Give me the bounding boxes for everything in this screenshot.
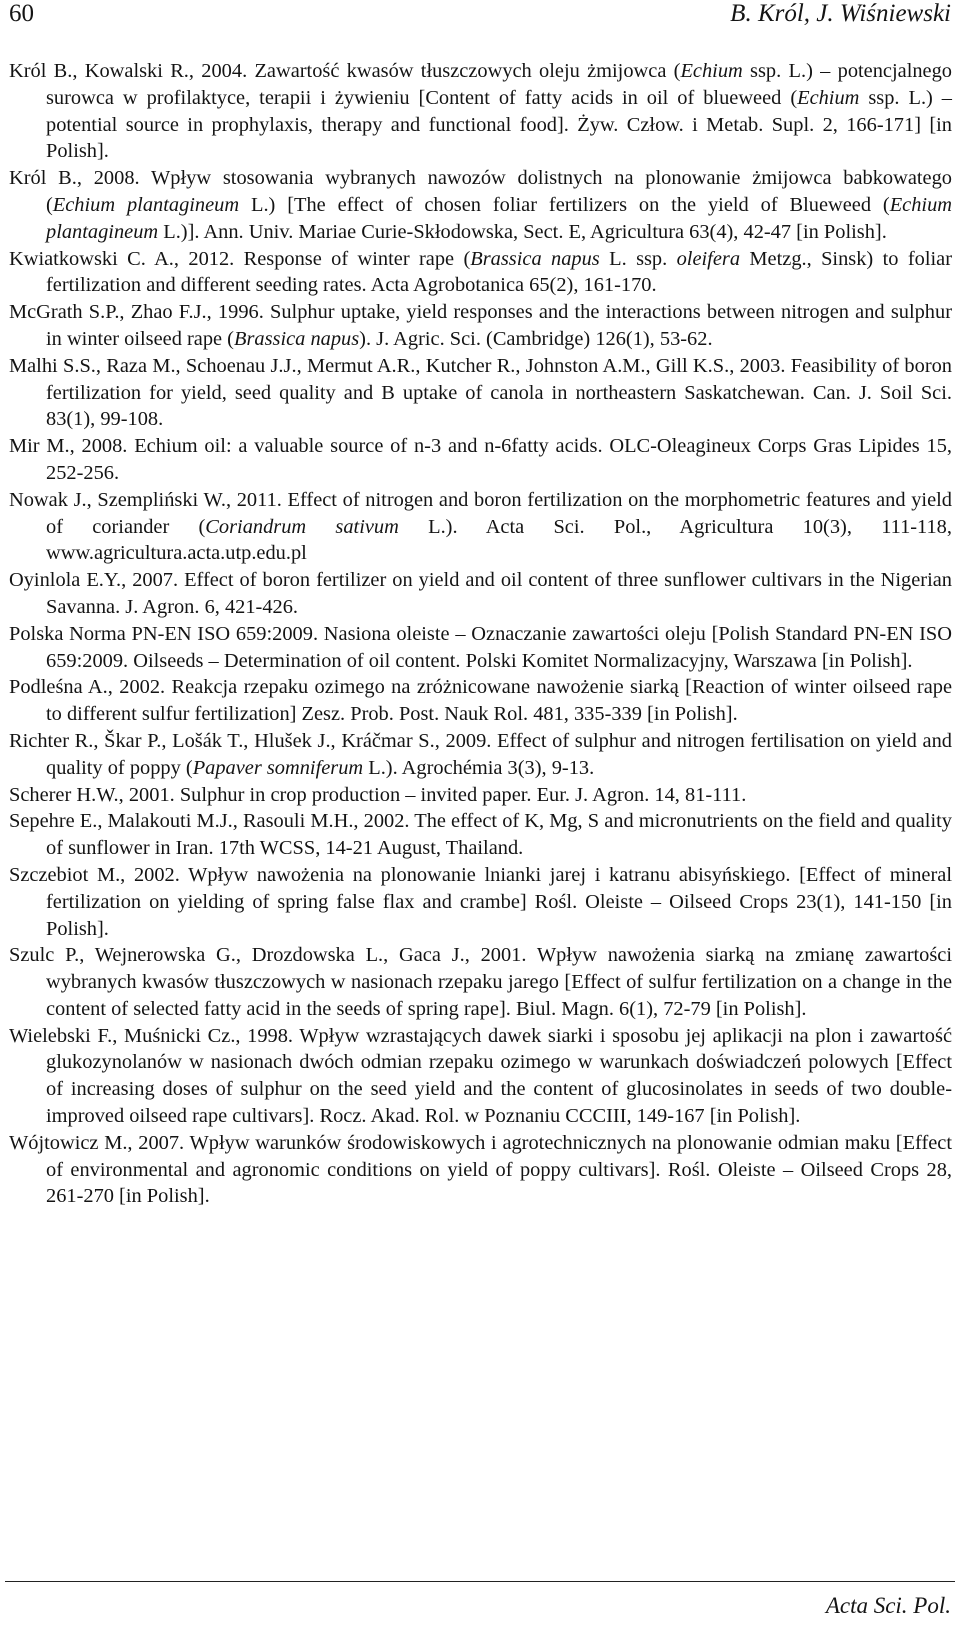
reference-entry bbox=[9, 862, 952, 942]
species-name: Papaver somniferum bbox=[192, 756, 364, 779]
reference-entry bbox=[9, 674, 952, 728]
reference-text: L.). Agrochémia 3(3), 9-13. bbox=[363, 756, 595, 779]
footer-journal: Acta Sci. Pol. bbox=[825, 1593, 951, 1618]
species-name: oleifera bbox=[676, 247, 741, 270]
reference-entry bbox=[9, 808, 952, 862]
species-name: Brassica napus bbox=[470, 247, 600, 270]
reference-text: Wójtowicz M., 2007. Wpływ warunków środowiskowych i agrotechnicznych na plonowanie odmian maku [Effect of environmental and agronomic conditions on yield of poppy cultivars]. Rośl. Oleiste – Oilseed Crops 28, 261-270 [in Polish]. bbox=[9, 1131, 952, 1208]
reference-text: Wielebski F., Muśnicki Cz., 1998. Wpływ wzrastających dawek siarki i sposobu jej aplikacji na plon i zawartość glukozynolanów w nasionach dwóch odmian rzepaku ozimego w warunkach doświadczeń polowych [Effect of increasing doses of sulphur on the seed yield and the content of glucosinolates in seeds of two double-improved oilseed rape cultivars]. Rocz. Akad. Rol. w Poznaniu CCCIII, 149-167 [in Polish]. bbox=[9, 1024, 952, 1128]
page-number: 60 bbox=[9, 0, 34, 27]
reference-text: Podleśna A., 2002. Reakcja rzepaku ozimego na zróżnicowane nawożenie siarką [Reaction of winter oilseed rape to different sulfur fertilization] Zesz. Prob. Post. Nauk Rol. 481, 335-339 [in Polish]. bbox=[9, 676, 952, 726]
reference-text: McGrath S.P., Zhao F.J., 1996. Sulphur uptake, yield responses and the interactions between nitrogen and sulphur in winter oilseed rape ( bbox=[9, 301, 952, 350]
reference-entry bbox=[9, 353, 952, 433]
reference-entry bbox=[9, 567, 952, 621]
reference-entry bbox=[9, 487, 952, 567]
reference-entry bbox=[9, 433, 952, 487]
reference-entry bbox=[9, 299, 952, 353]
reference-entry bbox=[9, 782, 952, 809]
reference-entry bbox=[9, 1130, 952, 1210]
reference-text: Richter R., Škar P., Lošák T., Hlušek J., Kráčmar S., 2009. Effect of sulphur and nitrogen fertilisation on yield and quality of poppy ( bbox=[9, 729, 952, 779]
reference-text: L.) [The effect of chosen foliar fertilizers on the yield of Blueweed ( bbox=[239, 193, 890, 216]
reference-text: Szczebiot M., 2002. Wpływ nawożenia na plonowanie lnianki jarej i katranu abisyńskiego. [Effect of mineral fertilization on yielding of spring false flax and crambe] Rośl. Oleiste – Oilseed Crops 23(1), 141-150 [in Polish]. bbox=[9, 863, 952, 940]
species-name: Coriandrum sativum bbox=[205, 515, 399, 538]
reference-entry bbox=[9, 728, 952, 782]
reference-list bbox=[9, 58, 952, 1210]
running-head-authors: B. Król, J. Wiśniewski bbox=[730, 0, 951, 27]
reference-text: Król B., Kowalski R., 2004. Zawartość kwasów tłuszczowych oleju żmijowca ( bbox=[9, 60, 681, 82]
reference-text: L.). Acta Sci. Pol., Agricultura 10(3), 111-118, www.agricultura.acta.utp.edu.pl bbox=[46, 515, 952, 565]
reference-entry bbox=[9, 165, 952, 245]
reference-entry bbox=[9, 1023, 952, 1130]
reference-text: L.)]. Ann. Univ. Mariae Curie-Skłodowska, Sect. E, Agricultura 63(4), 42-47 [in Polish]. bbox=[158, 220, 887, 243]
reference-entry bbox=[9, 942, 952, 1022]
reference-text: L. ssp. bbox=[599, 247, 677, 270]
reference-entry bbox=[9, 621, 952, 675]
reference-text: ssp. L.) – potencjalnego surowca w profilaktyce, terapii i żywieniu [Content of fatty acids in oil of blueweed ( bbox=[46, 60, 952, 109]
species-name: Echium plantagineum bbox=[52, 193, 240, 216]
reference-entry bbox=[9, 246, 952, 300]
footer-rule bbox=[5, 1581, 955, 1582]
reference-text: Polska Norma PN-EN ISO 659:2009. Nasiona oleiste – Oznaczanie zawartości oleju [Polish Standard PN-EN ISO 659:2009. Oilseeds – Determination of oil content. Polski Komitet Normalizacyjny, Warszawa [in Polish]. bbox=[9, 622, 952, 672]
reference-text: ssp. L.) – potential source in prophylaxis, therapy and functional food]. Żyw. Człow. i Metab. Supl. 2, 166-171] [in Polish]. bbox=[46, 86, 952, 163]
reference-text: Kwiatkowski C. A., 2012. Response of winter rape ( bbox=[9, 247, 471, 270]
species-name: Brassica napus bbox=[233, 327, 360, 350]
page-header bbox=[9, 0, 951, 40]
reference-text: Metzg., Sinsk) to foliar fertilization and different seeding rates. Acta Agrobotanica 65(2), 161-170. bbox=[46, 247, 952, 297]
reference-text: Scherer H.W., 2001. Sulphur in crop production – invited paper. Eur. J. Agron. 14, 81-111. bbox=[9, 783, 747, 806]
reference-text: Sepehre E., Malakouti M.J., Rasouli M.H., 2002. The effect of K, Mg, S and micronutrients on the field and quality of sunflower in Iran. 17th WCSS, 14-21 August, Thailand. bbox=[9, 810, 952, 860]
reference-text: Malhi S.S., Raza M., Schoenau J.J., Mermut A.R., Kutcher R., Johnston A.M., Gill K.S., 2003. Feasibility of boron fertilization for yield, seed quality and B uptake of canola in northeastern Saskatchewan. Can. J. Soil Sci. 83(1), 99-108. bbox=[9, 354, 952, 431]
reference-text: Mir M., 2008. Echium oil: a valuable source of n-3 and n-6fatty acids. OLC-Oleagineux Corps Gras Lipides 15, 252-256. bbox=[9, 435, 952, 484]
species-name: Echium bbox=[680, 60, 743, 82]
reference-text: Oyinlola E.Y., 2007. Effect of boron fertilizer on yield and oil content of three sunflower cultivars in the Nigerian Savanna. J. Agron. 6, 421-426. bbox=[9, 569, 952, 618]
species-name: Echium plantagineum bbox=[46, 193, 952, 243]
reference-text: Nowak J., Szempliński W., 2011. Effect of nitrogen and boron fertilization on the morphometric features and yield of coriander ( bbox=[9, 488, 952, 538]
reference-text: ). J. Agric. Sci. (Cambridge) 126(1), 53-62. bbox=[359, 327, 713, 350]
species-name: Echium bbox=[797, 86, 860, 109]
reference-text: Król B., 2008. Wpływ stosowania wybranych nawozów dolistnych na plonowanie żmijowca babkowatego ( bbox=[9, 167, 952, 216]
reference-entry bbox=[9, 58, 952, 165]
reference-text: Szulc P., Wejnerowska G., Drozdowska L., Gaca J., 2001. Wpływ nawożenia siarką na zmianę zawartości wybranych kwasów tłuszczowych w nasionach rzepaku jarego [Effect of sulfur fertilization on a change in the content of selected fatty acid in the seeds of spring rape]. Biul. Magn. 6(1), 72-79 [in Polish]. bbox=[9, 944, 952, 1020]
